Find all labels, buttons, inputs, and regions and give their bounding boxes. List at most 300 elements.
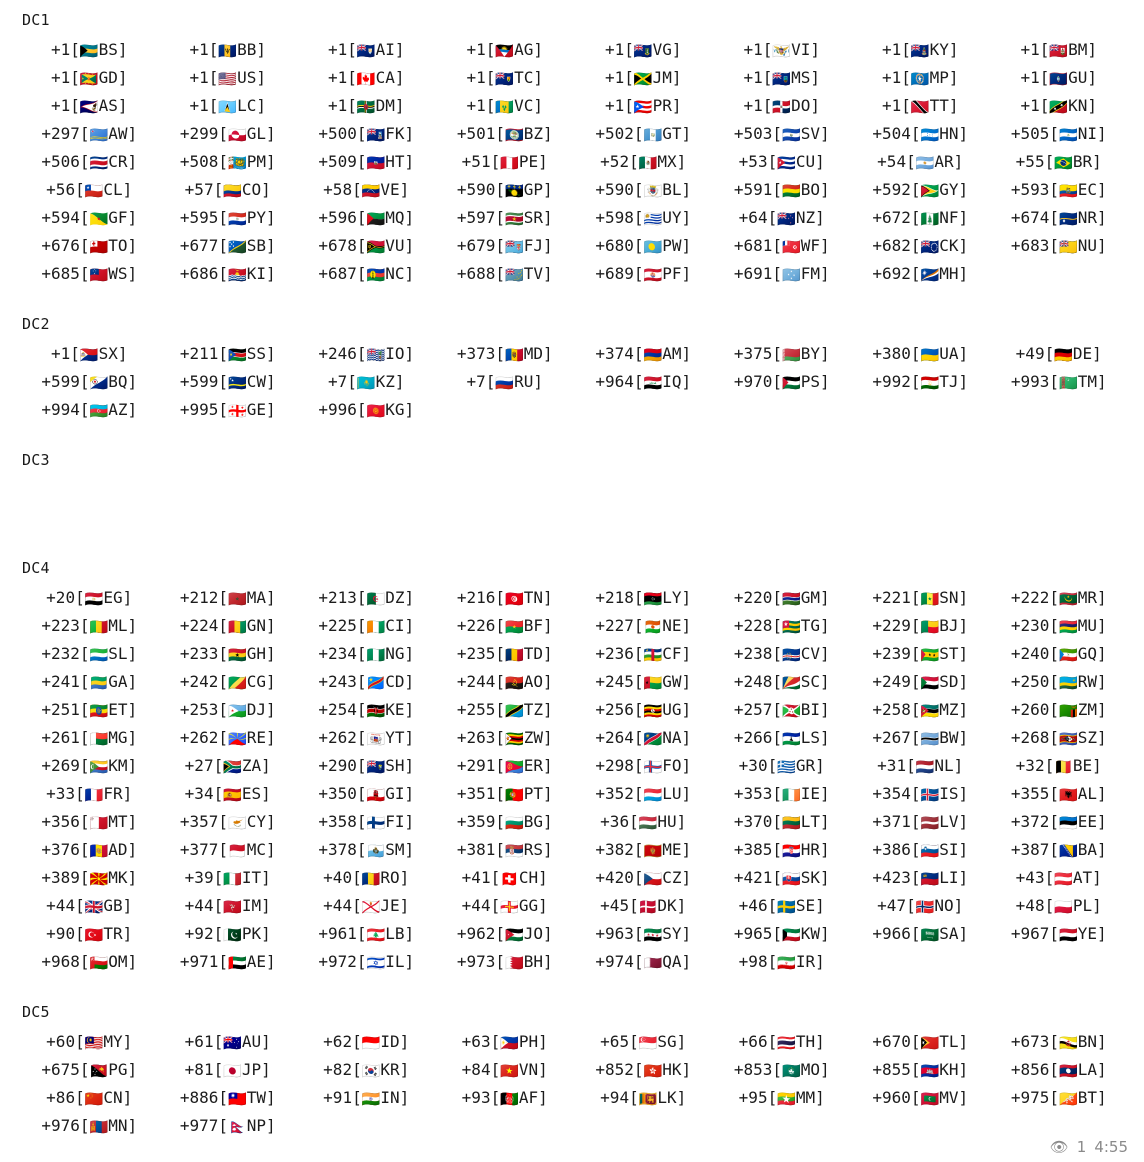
flag-icon: 🇬🇵	[505, 182, 524, 200]
bracket-open: [	[218, 588, 229, 607]
bracket-close: ]	[681, 344, 692, 363]
flag-icon: 🇦🇫	[500, 1090, 519, 1108]
bracket-open: [	[906, 756, 916, 775]
country-entry	[436, 780, 575, 808]
bracket-open: [	[495, 700, 506, 719]
bracket-close: ]	[676, 896, 687, 915]
bracket-open: [	[356, 700, 367, 719]
flag-icon: 🇧🇬	[505, 814, 524, 832]
country-entry	[713, 640, 852, 668]
dial-code: +1	[466, 96, 486, 115]
flag-icon: 🇲🇩	[505, 346, 524, 364]
flag-icon: 🇮🇱	[366, 954, 386, 972]
flag-icon: 🇸🇭	[366, 758, 386, 776]
bracket-close: ]	[538, 1032, 548, 1051]
country-iso-code: AO	[523, 672, 543, 691]
flag-icon: 🇬🇶	[1059, 646, 1078, 664]
dial-code: +423	[872, 868, 911, 887]
country-entry	[574, 668, 713, 696]
bracket-open: [	[1049, 784, 1060, 803]
country-iso-code: PW	[662, 236, 682, 255]
dial-code: +266	[733, 728, 773, 747]
bracket-close: ]	[681, 124, 692, 143]
country-entry	[159, 668, 298, 696]
country-iso-code: GU	[1068, 68, 1088, 87]
bracket-close: ]	[958, 344, 969, 363]
group-separator	[20, 288, 1128, 310]
flag-icon: 🇸🇧	[228, 238, 247, 256]
country-iso-code: VC	[514, 96, 534, 115]
country-entry	[20, 36, 159, 64]
country-iso-code: GT	[662, 124, 682, 143]
flag-icon: 🇦🇲	[643, 346, 663, 364]
bracket-open: [	[75, 896, 85, 915]
bracket-open: [	[495, 180, 506, 199]
country-iso-code: JP	[241, 1060, 262, 1079]
bracket-close: ]	[265, 840, 276, 859]
dial-code: +1	[328, 96, 348, 115]
flag-icon: 🇺🇸	[218, 70, 238, 88]
bracket-close: ]	[404, 812, 415, 831]
dial-code: +260	[1010, 700, 1050, 719]
dial-code: +236	[595, 644, 634, 663]
bracket-open: [	[495, 124, 506, 143]
bracket-close: ]	[958, 812, 969, 831]
dial-code: +220	[733, 588, 773, 607]
country-iso-code: PR	[652, 96, 672, 115]
dial-code: +966	[872, 924, 911, 943]
country-entry	[436, 808, 575, 836]
dial-code: +1	[328, 68, 348, 87]
bracket-close: ]	[819, 868, 830, 887]
bracket-close: ]	[265, 1088, 276, 1107]
dial-code: +94	[600, 1088, 630, 1107]
country-entry	[574, 232, 713, 260]
dial-code: +964	[595, 372, 634, 391]
bracket-open: [	[79, 124, 90, 143]
country-entry	[990, 780, 1129, 808]
country-iso-code: CN	[103, 1088, 123, 1107]
bracket-open: [	[75, 784, 85, 803]
dial-code: +385	[733, 840, 773, 859]
country-iso-code: CI	[385, 616, 405, 635]
bracket-close: ]	[256, 40, 266, 59]
dial-code: +1	[466, 40, 486, 59]
country-entry	[574, 864, 713, 892]
country-entry	[851, 340, 990, 368]
flag-icon: 🇲🇵	[910, 70, 930, 88]
flag-icon: 🇬🇲	[782, 590, 801, 608]
bracket-close: ]	[127, 672, 138, 691]
bracket-close: ]	[265, 644, 276, 663]
bracket-close: ]	[394, 40, 405, 59]
flag-icon: 🇸🇳	[920, 590, 940, 608]
bracket-close: ]	[1096, 840, 1107, 859]
country-iso-code: GG	[518, 896, 539, 915]
bracket-open: [	[356, 152, 367, 171]
bracket-open: [	[495, 208, 506, 227]
flag-icon: 🇹🇼	[228, 1090, 247, 1108]
country-iso-code: SK	[800, 868, 820, 887]
bracket-open: [	[347, 96, 357, 115]
bracket-open: [	[767, 1032, 778, 1051]
flag-icon: 🇳🇺	[1059, 238, 1078, 256]
country-entry	[990, 204, 1129, 232]
country-entry	[990, 92, 1129, 120]
bracket-open: [	[213, 1060, 224, 1079]
country-iso-code: TG	[800, 616, 820, 635]
bracket-open: [	[910, 924, 921, 943]
bracket-open: [	[495, 644, 506, 663]
bracket-close: ]	[958, 924, 969, 943]
country-iso-code: SD	[939, 672, 959, 691]
dial-code: +504	[872, 124, 911, 143]
country-entry	[20, 584, 159, 612]
country-entry	[20, 260, 159, 288]
bracket-close: ]	[1096, 672, 1107, 691]
bracket-close: ]	[117, 96, 128, 115]
group-separator	[20, 976, 1128, 998]
country-iso-code: NL	[934, 756, 954, 775]
bracket-open: [	[79, 672, 90, 691]
bracket-close: ]	[265, 264, 276, 283]
dial-code: +1	[1020, 40, 1040, 59]
flag-icon: 🇸🇽	[79, 346, 99, 364]
country-entry	[159, 948, 298, 976]
bracket-close: ]	[681, 616, 692, 635]
country-entry	[297, 1028, 436, 1056]
bracket-open: [	[624, 68, 634, 87]
flag-icon: 🇼🇸	[89, 266, 109, 284]
country-iso-code: QA	[662, 952, 682, 971]
country-iso-code: NP	[246, 1116, 266, 1135]
country-iso-code: KM	[108, 756, 128, 775]
flag-icon: 🇷🇼	[1059, 674, 1078, 692]
country-iso-code: BS	[98, 40, 118, 59]
bracket-close: ]	[265, 700, 276, 719]
dial-code: +692	[872, 264, 911, 283]
bracket-close: ]	[819, 840, 830, 859]
country-entry	[159, 176, 298, 204]
country-entry	[20, 232, 159, 260]
flag-icon: 🇪🇷	[505, 758, 524, 776]
dial-code: +233	[179, 644, 219, 663]
bracket-open: [	[75, 588, 85, 607]
country-iso-code: LS	[800, 728, 820, 747]
flag-icon: 🇧🇸	[79, 42, 99, 60]
bracket-open: [	[356, 924, 367, 943]
group-title: DC1	[22, 11, 50, 29]
flag-icon: 🇮🇩	[361, 1034, 381, 1052]
dial-code: +255	[456, 700, 496, 719]
country-iso-code: CF	[662, 644, 682, 663]
bracket-open: [	[767, 952, 778, 971]
country-entry	[713, 864, 852, 892]
flag-icon: 🇦🇩	[89, 842, 109, 860]
country-entry	[574, 120, 713, 148]
flag-icon: 🇳🇴	[915, 898, 935, 916]
country-iso-code: IM	[241, 896, 262, 915]
country-iso-code: KI	[246, 264, 266, 283]
dial-code: +689	[595, 264, 634, 283]
flag-icon: 🇩🇴	[772, 98, 792, 116]
dial-code: +218	[595, 588, 634, 607]
country-iso-code: SM	[385, 840, 405, 859]
country-entry	[574, 612, 713, 640]
bracket-open: [	[356, 264, 367, 283]
country-iso-code: BT	[1077, 1088, 1097, 1107]
country-entry	[713, 368, 852, 396]
bracket-close: ]	[681, 208, 692, 227]
country-entry	[990, 724, 1129, 752]
country-iso-code: LB	[385, 924, 405, 943]
dial-code: +994	[41, 400, 80, 419]
bracket-open: [	[1049, 840, 1060, 859]
dial-code: +268	[1010, 728, 1050, 747]
bracket-close: ]	[265, 236, 276, 255]
country-iso-code: MD	[523, 344, 543, 363]
country-entry	[159, 612, 298, 640]
country-iso-code: IQ	[662, 372, 682, 391]
country-entry	[436, 640, 575, 668]
dial-code: +351	[456, 784, 496, 803]
bracket-open: [	[79, 616, 90, 635]
bracket-open: [	[910, 264, 921, 283]
flag-icon: 🇧🇾	[782, 346, 801, 364]
flag-icon: 🇸🇷	[505, 210, 524, 228]
bracket-close: ]	[404, 840, 415, 859]
dial-code: +505	[1010, 124, 1050, 143]
bracket-open: [	[352, 1088, 362, 1107]
bracket-open: [	[356, 784, 367, 803]
dial-code: +258	[872, 700, 911, 719]
country-entry	[990, 1056, 1129, 1084]
country-entry	[851, 612, 990, 640]
datacenter-group	[20, 310, 1128, 424]
bracket-open: [	[624, 40, 634, 59]
bracket-open: [	[485, 96, 496, 115]
dial-code: +678	[318, 236, 357, 255]
flag-icon: 🇲🇻	[920, 1090, 940, 1108]
flag-icon: 🇧🇹	[1059, 1090, 1078, 1108]
bracket-close: ]	[1096, 208, 1107, 227]
flag-icon: 🇬🇫	[89, 210, 109, 228]
bracket-close: ]	[127, 264, 138, 283]
flag-icon: 🇨🇻	[782, 646, 801, 664]
bracket-open: [	[218, 840, 229, 859]
dial-code: +228	[733, 616, 773, 635]
country-entry	[436, 204, 575, 232]
country-iso-code: UG	[662, 700, 682, 719]
dial-code: +371	[872, 812, 911, 831]
bracket-close: ]	[127, 812, 138, 831]
country-iso-code: AZ	[108, 400, 128, 419]
dial-code: +54	[877, 152, 907, 171]
country-entry	[851, 864, 990, 892]
bracket-open: [	[79, 236, 90, 255]
bracket-open: [	[356, 236, 367, 255]
bracket-open: [	[772, 924, 783, 943]
bracket-open: [	[495, 784, 506, 803]
dial-code: +372	[1010, 812, 1050, 831]
country-iso-code: ME	[662, 840, 682, 859]
bracket-open: [	[75, 1088, 85, 1107]
dial-code: +670	[872, 1032, 911, 1051]
country-entry	[713, 780, 852, 808]
flag-icon: 🇫🇰	[366, 126, 386, 144]
flag-icon: 🇱🇰	[638, 1090, 658, 1108]
bracket-open: [	[70, 96, 80, 115]
bracket-close: ]	[122, 924, 133, 943]
country-entry	[159, 584, 298, 612]
dial-code: +90	[46, 924, 76, 943]
bracket-open: [	[495, 344, 506, 363]
bracket-close: ]	[819, 784, 830, 803]
country-iso-code: MX	[657, 152, 677, 171]
country-iso-code: TW	[246, 1088, 266, 1107]
bracket-close: ]	[265, 124, 276, 143]
flag-icon: 🇲🇿	[920, 702, 940, 720]
country-entry	[990, 64, 1129, 92]
bracket-open: [	[772, 812, 783, 831]
country-iso-code: BO	[800, 180, 820, 199]
flag-icon: 🇬🇱	[228, 126, 247, 144]
country-entry	[713, 260, 852, 288]
dial-code: +960	[872, 1088, 911, 1107]
flag-icon: 🇦🇼	[89, 126, 109, 144]
country-entry	[851, 120, 990, 148]
bracket-close: ]	[127, 124, 138, 143]
bracket-close: ]	[815, 756, 825, 775]
bracket-open: [	[624, 96, 634, 115]
bracket-open: [	[629, 1088, 639, 1107]
bracket-close: ]	[261, 756, 271, 775]
flag-icon: 🇬🇩	[79, 70, 99, 88]
bracket-close: ]	[265, 812, 276, 831]
country-entry	[713, 64, 852, 92]
bracket-open: [	[495, 812, 506, 831]
dial-code: +357	[179, 812, 219, 831]
country-entry	[159, 368, 298, 396]
flag-icon: 🇼🇫	[782, 238, 801, 256]
bracket-open: [	[633, 180, 644, 199]
country-entry	[713, 92, 852, 120]
flag-icon: 🇹🇿	[505, 702, 524, 720]
bracket-open: [	[633, 372, 644, 391]
bracket-open: [	[70, 344, 80, 363]
bracket-open: [	[218, 728, 229, 747]
bracket-open: [	[767, 152, 778, 171]
flag-icon: 🇺🇦	[920, 346, 940, 364]
dial-code: +1	[189, 68, 209, 87]
dial-code: +508	[179, 152, 219, 171]
bracket-open: [	[208, 96, 219, 115]
group-title: DC3	[22, 451, 50, 469]
dial-code: +594	[41, 208, 80, 227]
country-entry	[297, 340, 436, 368]
bracket-open: [	[347, 40, 357, 59]
bracket-close: ]	[399, 180, 410, 199]
country-iso-code: DK	[657, 896, 677, 915]
flag-icon: 🇦🇱	[1059, 786, 1078, 804]
country-entry	[20, 1084, 159, 1112]
dial-code: +253	[179, 700, 219, 719]
country-iso-code: ID	[380, 1032, 400, 1051]
bracket-close: ]	[676, 1088, 687, 1107]
flag-icon: 🇨🇾	[228, 814, 247, 832]
dial-code: +963	[595, 924, 634, 943]
country-entry	[436, 836, 575, 864]
dial-code: +1	[605, 40, 625, 59]
flag-icon: 🇷🇪	[228, 730, 247, 748]
country-iso-code: AE	[246, 952, 266, 971]
dial-code: +93	[461, 1088, 491, 1107]
country-entry	[990, 232, 1129, 260]
country-iso-code: PF	[662, 264, 682, 283]
country-entry	[159, 1084, 298, 1112]
datacenter-group	[20, 446, 1128, 532]
country-entry	[574, 176, 713, 204]
country-entry	[574, 724, 713, 752]
country-iso-code: BB	[237, 40, 257, 59]
dial-code: +254	[318, 700, 357, 719]
country-iso-code: MP	[929, 68, 949, 87]
country-iso-code: MY	[103, 1032, 123, 1051]
flag-icon: 🇲🇰	[89, 870, 109, 888]
bracket-close: ]	[127, 616, 138, 635]
bracket-close: ]	[399, 868, 410, 887]
country-iso-code: MN	[108, 1116, 128, 1135]
flag-icon: 🇮🇴	[366, 346, 386, 364]
country-entry	[713, 120, 852, 148]
country-iso-code: GF	[108, 208, 128, 227]
flag-icon: 🇹🇨	[495, 70, 515, 88]
dial-code: +503	[733, 124, 773, 143]
country-entry	[713, 612, 852, 640]
dial-code: +31	[877, 756, 907, 775]
country-iso-code: AT	[1072, 868, 1093, 887]
dial-code: +7	[466, 372, 486, 391]
flag-icon: 🇭🇰	[643, 1062, 663, 1080]
bracket-open: [	[633, 236, 644, 255]
datacenter-group	[20, 554, 1128, 976]
flag-icon: 🇰🇼	[782, 926, 801, 944]
flag-icon: 🇲🇺	[1059, 618, 1078, 636]
country-entry	[436, 368, 575, 396]
bracket-close: ]	[948, 40, 959, 59]
country-entry	[297, 752, 436, 780]
dial-code: +91	[323, 1088, 353, 1107]
dial-code: +58	[323, 180, 353, 199]
bracket-open: [	[495, 952, 506, 971]
country-entry	[297, 232, 436, 260]
country-iso-code: LC	[237, 96, 257, 115]
flag-icon: 🇵🇪	[500, 154, 519, 172]
country-entry	[851, 1084, 990, 1112]
flag-icon: 🇦🇺	[223, 1034, 242, 1052]
country-entry	[574, 36, 713, 64]
country-iso-code: HK	[662, 1060, 682, 1079]
country-iso-code: FR	[103, 784, 123, 803]
dial-code: +974	[595, 952, 634, 971]
bracket-open: [	[910, 840, 921, 859]
bracket-close: ]	[404, 400, 415, 419]
country-iso-code: SL	[108, 644, 128, 663]
flag-icon: 🇨🇱	[84, 182, 104, 200]
dial-code: +967	[1010, 924, 1050, 943]
flag-icon: 🇳🇷	[1059, 210, 1078, 228]
dial-code: +44	[46, 896, 76, 915]
